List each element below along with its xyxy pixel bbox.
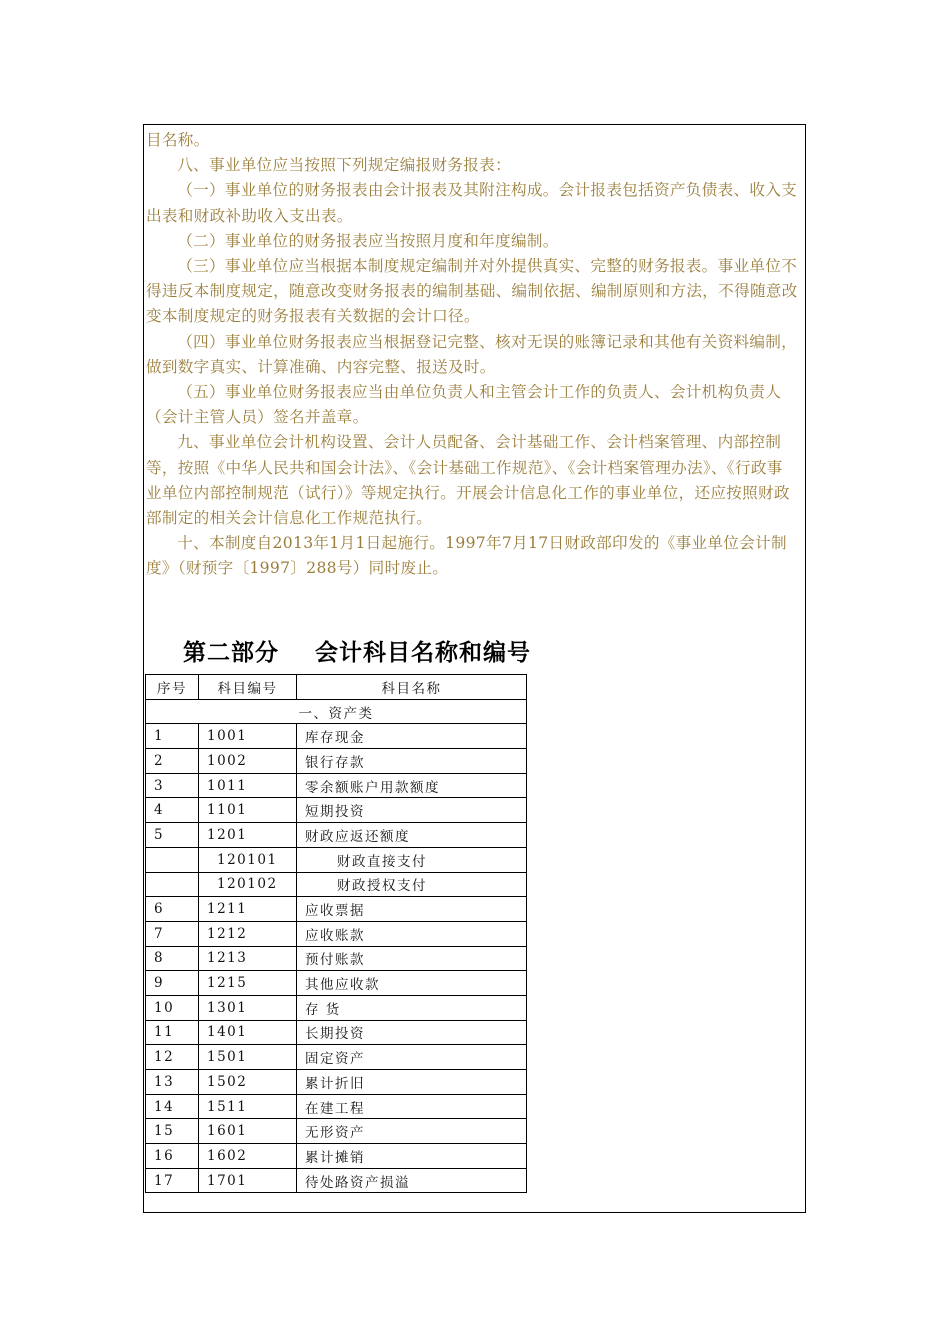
row-number: 9 — [146, 971, 199, 996]
account-code: 1401 — [199, 1020, 297, 1045]
section-row — [146, 699, 527, 724]
account-code: 1101 — [199, 798, 297, 823]
table-row — [146, 946, 527, 971]
account-name: 待处路资产损溢 — [297, 1168, 527, 1193]
account-name: 长期投资 — [297, 1020, 527, 1045]
paragraph: （二）事业单位的财务报表应当按照月度和年度编制。 — [177, 231, 559, 250]
paragraph: （四）事业单位财务报表应当根据登记完整、核对无误的账簿记录和其他有关资料编制，做到数字真实、计算准确、内容完整、报送及时。 — [146, 332, 798, 376]
account-code: 1602 — [199, 1144, 297, 1169]
account-name: 财政应返还额度 — [297, 823, 527, 848]
table-row — [146, 971, 527, 996]
row-number: 13 — [146, 1070, 199, 1095]
account-code: 120102 — [199, 872, 297, 897]
row-number: 17 — [146, 1168, 199, 1193]
account-name: 累计摊销 — [297, 1144, 527, 1169]
row-number: 15 — [146, 1119, 199, 1144]
account-name: 库存现金 — [297, 724, 527, 749]
paragraph: （一）事业单位的财务报表由会计报表及其附注构成。会计报表包括资产负债表、收入支出表和财政补助收入支出表。 — [146, 181, 798, 225]
table-row — [146, 847, 527, 872]
account-name: 其他应收款 — [297, 971, 527, 996]
table-row — [146, 1094, 527, 1119]
table-row — [146, 749, 527, 774]
paragraph: 八、事业单位应当按照下列规定编报财务报表： — [177, 156, 511, 175]
account-name: 在建工程 — [297, 1094, 527, 1119]
account-name: 无形资产 — [297, 1119, 527, 1144]
header-code: 科目编号 — [199, 675, 297, 700]
row-number: 7 — [146, 921, 199, 946]
table-row — [146, 823, 527, 848]
account-code: 1301 — [199, 995, 297, 1020]
table-row — [146, 995, 527, 1020]
table-row — [146, 897, 527, 922]
account-code: 1002 — [199, 749, 297, 774]
account-code: 1701 — [199, 1168, 297, 1193]
row-number: 11 — [146, 1020, 199, 1045]
account-code: 1212 — [199, 921, 297, 946]
table-row — [146, 1144, 527, 1169]
account-code: 1601 — [199, 1119, 297, 1144]
paragraph: （五）事业单位财务报表应当由单位负责人和主管会计工作的负责人、会计机构负责人（会计主管人员）签名并盖章。 — [146, 383, 782, 427]
account-name: 零余额账户用款额度 — [297, 773, 527, 798]
regulation-text — [146, 128, 798, 582]
account-code: 1201 — [199, 823, 297, 848]
paragraph: 十、本制度自2013年1月1日起施行。1997年7月17日财政部印发的《事业单位会计制度》（财预字〔1997〕288号）同时废止。 — [146, 534, 787, 578]
paragraph: （三）事业单位应当根据本制度规定编制并对外提供真实、完整的财务报表。事业单位不得违反本制度规定，随意改变财务报表的编制基础、编制依据、编制原则和方法，不得随意改变本制度规定的财务报表有关数据的会计口径。 — [146, 257, 798, 326]
account-code: 1511 — [199, 1094, 297, 1119]
row-number: 16 — [146, 1144, 199, 1169]
account-code: 1011 — [199, 773, 297, 798]
row-number: 10 — [146, 995, 199, 1020]
table-row — [146, 1119, 527, 1144]
part-title: 第二部分 会计科目名称和编号 — [183, 640, 532, 666]
header-no: 序号 — [146, 675, 199, 700]
account-code: 1501 — [199, 1045, 297, 1070]
table-row — [146, 1168, 527, 1193]
table-row — [146, 872, 527, 897]
account-name: 累计折旧 — [297, 1070, 527, 1095]
account-name: 应收账款 — [297, 921, 527, 946]
account-code: 1213 — [199, 946, 297, 971]
account-code: 1211 — [199, 897, 297, 922]
account-name: 短期投资 — [297, 798, 527, 823]
row-number: 4 — [146, 798, 199, 823]
account-name: 财政直接支付 — [297, 847, 527, 872]
row-number: 1 — [146, 724, 199, 749]
account-table — [145, 674, 527, 1193]
row-number — [146, 872, 199, 897]
row-number: 6 — [146, 897, 199, 922]
table-row — [146, 798, 527, 823]
table-row — [146, 724, 527, 749]
row-number: 5 — [146, 823, 199, 848]
account-name: 财政授权支付 — [297, 872, 527, 897]
account-name: 银行存款 — [297, 749, 527, 774]
account-name: 固定资产 — [297, 1045, 527, 1070]
row-number: 12 — [146, 1045, 199, 1070]
row-number: 2 — [146, 749, 199, 774]
table-row — [146, 1020, 527, 1045]
table-row — [146, 1070, 527, 1095]
row-number: 14 — [146, 1094, 199, 1119]
account-name: 预付账款 — [297, 946, 527, 971]
table-row — [146, 921, 527, 946]
account-code: 1001 — [199, 724, 297, 749]
account-name: 应收票据 — [297, 897, 527, 922]
table-row — [146, 773, 527, 798]
account-code: 120101 — [199, 847, 297, 872]
header-name: 科目名称 — [297, 675, 527, 700]
table-header-row — [146, 675, 527, 700]
paragraph: 九、事业单位会计机构设置、会计人员配备、会计基础工作、会计档案管理、内部控制等，按照《中华人民共和国会计法》、《会计基础工作规范》、《会计档案管理办法》、《行政事业单位内部控制规范（试行）》等规定执行。开展会计信息化工作的事业单位，还应按照财政部制定的相关会计信息化工作规范执行。 — [146, 433, 790, 528]
account-name: 存 货 — [297, 995, 527, 1020]
account-code: 1215 — [199, 971, 297, 996]
row-number: 8 — [146, 946, 199, 971]
account-code: 1502 — [199, 1070, 297, 1095]
row-number: 3 — [146, 773, 199, 798]
table-row — [146, 1045, 527, 1070]
section-label: 一、资产类 — [146, 699, 527, 724]
row-number — [146, 847, 199, 872]
paragraph: 目名称。 — [146, 131, 210, 149]
